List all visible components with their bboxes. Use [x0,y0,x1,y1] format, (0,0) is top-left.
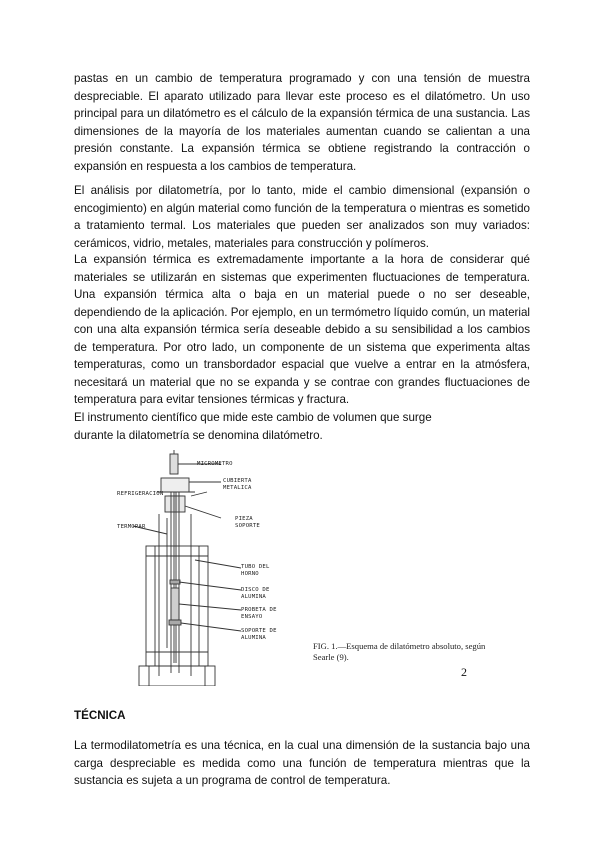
micrometer-shape [170,454,178,474]
paragraph-instrument: El instrumento científico que mide este cambio de volumen que surge durante la dilatometría se denomina dilatómetro. [74,411,432,442]
furnace-base-shape [139,666,215,686]
paragraph-dilatometer-intro: pastas en un cambio de temperatura programado y con una tensión de muestra despreciable. El aparato utilizado para llevar este proceso es el dilatómetro. Un uso principal para un dilatómetro es el cálculo de la expansión térmica de una sustancia. Las dimensiones de la mayoría de los materiales aumentan cuando se calientan a una presión constante. La expansión térmica se obtiene registrando la contracción o expansión en respuesta a los cambios de temperatura. [74,72,530,173]
label-pieza-2: SOPORTE [235,523,260,529]
section-heading: TÉCNICA [74,709,126,722]
label-disco-1: DISCO DE [241,587,270,593]
paragraph-dilatometry-analysis: El análisis por dilatometría, por lo tanto, mide el cambio dimensional (expansión o encogimiento) en algún material como función de la temperatura o mientras es sometido a tratamiento termal. Los materiales que pueden ser analizados son muy variados: cerámicos, vidrio, metales, materiales para construcción y polímeros. [74,184,530,250]
dilatometer-figure [113,448,493,686]
label-disco-2: ALUMINA [241,594,266,600]
label-tubo-1: TUBO DEL [241,564,270,570]
metal-cover-shape [161,478,189,492]
label-tubo-2: HORNO [241,571,259,577]
support-piece-shape [165,496,185,512]
paragraph-thermodilatometry: La termodilatometría es una técnica, en la cual una dimensión de la sustancia bajo una carga despreciable es medida como una función de temperatura mientras que la sustancia es sujeta a un programa de control de temperatura. [74,739,530,787]
label-refrigeracion: REFRIGERACION [117,491,164,497]
label-soporte-2: ALUMINA [241,635,266,641]
label-soporte-1: SOPORTE DE [241,628,277,634]
label-pieza-1: PIEZA [235,516,253,522]
page-number: 2 [461,665,467,679]
label-termopar: TERMOPAR [117,524,146,530]
label-cubierta-1: CUBIERTA [223,478,252,484]
label-probeta-2: ENSAYO [241,614,263,620]
label-micrometro: MICROMETRO [197,461,233,467]
label-cubierta-2: METALICA [223,485,252,491]
specimen-shape [171,588,179,620]
alumina-support-shape [169,620,181,625]
paragraph-thermal-expansion: La expansión térmica es extremadamente importante a la hora de considerar qué materiales se utilizarán en sistemas que experimenten fluctuaciones de temperatura. Una expansión térmica alta o baja en un material puede o no ser deseable, dependiendo de la aplicación. Por ejemplo, en un termómetro líquido común, un material con una alta expansión térmica sería deseable debido a su sensibilidad a los cambios de temperatura. Por otro lado, un componente de un sistema que experimenta altas temperaturas, como un transbordador espacial que vuelve a entrar en la atmósfera, necesitará un material que no se expanda y se contrae con grandes fluctuaciones de temperatura para evitar tensiones térmicas y fractura. [74,253,530,406]
label-probeta-1: PROBETA DE [241,607,277,613]
alumina-disc-shape [170,580,180,584]
figure-caption: FIG. 1.—Esquema de dilatómetro absoluto, según Searle (9). [313,641,486,662]
